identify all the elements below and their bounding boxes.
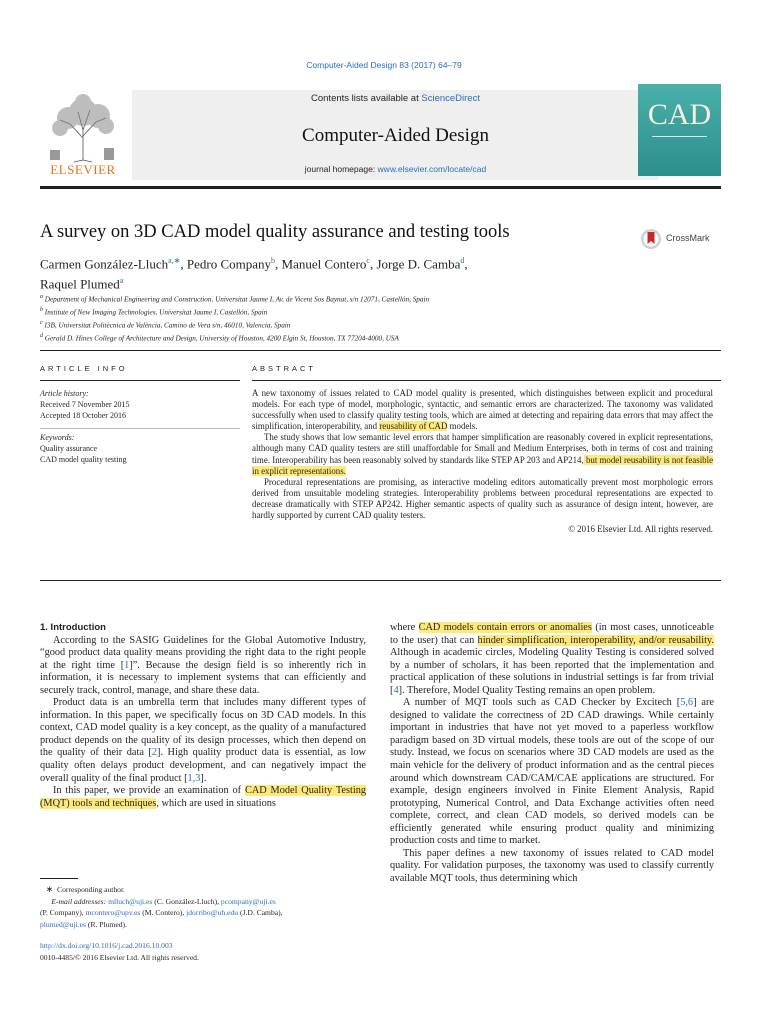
author-affiliation-mark[interactable]: a,∗ [168, 256, 181, 265]
section-divider [40, 350, 721, 351]
journal-title: Computer-Aided Design [302, 125, 489, 146]
author-name[interactable]: Raquel Plumed [40, 276, 120, 292]
body-paragraph: According to the SASIG Guidelines for the Global Automotive Industry, “good product data quality means providing the right data to the right people at the right time [1]”. Because the design field is so inherently rich in information, it is necessary to implement systems that can efficiently and securely track, control, manage, and share these data. [40, 634, 366, 696]
doi-link[interactable]: http://dx.doi.org/10.1016/j.cad.2016.10.003 [40, 941, 173, 950]
email-link[interactable]: jdorribo@uh.edu [186, 908, 239, 917]
article-info-heading: ARTICLE INFO [40, 364, 128, 373]
abstract-rule [252, 380, 721, 381]
journal-masthead [40, 84, 721, 184]
keywords-rule [40, 428, 240, 429]
email-addresses-end: plumed@uji.es (R. Plumed). [40, 919, 127, 929]
reference-link[interactable]: 5,6 [680, 697, 694, 709]
cover-rule [652, 136, 707, 137]
received-date: Received 7 November 2015 [40, 400, 130, 409]
body-paragraph: A number of MQT tools such as CAD Checker by Excitech [5,6] are designed to validate the correctness of 2D CAD drawings. While certainly important in industries that have not yet moved to a paperless workflow paradigm based on 3D virtual models, these tools are out of the scope of our study. Instead, we focus on scenarios where 3D CAD models are used as the main vehicle for the delivery of product information and as the central pieces around which downstream CAD/CAM/CAE applications are structured. For example, design engineers involved in Finite Element Analysis, Rapid prototyping, Numerical Control, and Data Exchange activities often need complete, correct, and clean CAD models, so derived models can be efficiently generated while ensuring product quality and minimizing production costs and time to market. [390, 697, 714, 847]
body-column-left [40, 622, 366, 810]
abstract-paragraph: A new taxonomy of issues related to CAD model quality is presented, which distinguishes between explicit and procedural models. For each type of model, morphologic, syntactic, and semantic errors are characterized. The taxonomy was validated successfully when used to classify quality testing tools, which are aimed at detecting and repairing data errors that may affect the simplification, interoperability, and reusability of CAD models. [252, 388, 713, 432]
affiliation-text: Gerald D. Hines College of Architecture and Design, University of Houston, 4200 Elgin St, Houston, TX 77204-4000, USA [44, 334, 399, 343]
corresponding-author-note: ∗ Corresponding author. [45, 884, 125, 894]
article-title: A survey on 3D CAD model quality assurance and testing tools [40, 222, 510, 242]
reference-link[interactable]: 2 [151, 747, 158, 759]
keywords-block [40, 432, 240, 465]
affiliation-mark: a [40, 294, 43, 300]
journal-homepage-link[interactable]: www.elsevier.com/locate/cad [377, 164, 487, 174]
author-name[interactable]: Jorge D. Camba [376, 256, 461, 272]
footnote-rule [40, 878, 78, 879]
email-link[interactable]: plumed@uji.es [40, 919, 87, 929]
author-list: Carmen González-Lluch$^{a,∗}$, Pedro Company$^b$, Manuel Contero$^c$, Jorge D. Camba$^d$, Raquel Plumed$^a$ [40, 256, 468, 292]
affiliation-item [40, 292, 720, 305]
affiliation-item [40, 318, 720, 331]
elsevier-logo [40, 90, 126, 180]
email-addresses-cont: (P. Company), mcontero@upv.es (M. Contero), jdorribo@uh.edu (J.D. Camba), [40, 908, 283, 917]
abstract-text [252, 388, 713, 535]
reference-link[interactable]: 1 [124, 659, 130, 671]
author-name[interactable]: Carmen González-Lluch [40, 256, 169, 272]
issn-copyright: 0010-4485/© 2016 Elsevier Ltd. All rights reserved. [40, 953, 199, 962]
body-paragraph: Product data is an umbrella term that includes many different types of information. In this paper, we specifically focus on 3D CAD models. In this context, CAD model quality is a key concept, as the quality of a manufactured product depends on the quality of its design processes, which then depend on the quality of their data [2]. High quality product data is essential, as low quality often delays product development, and can negatively impact the overall quality of the final product [1,3]. [40, 697, 366, 784]
contents-prefix: Contents lists available at [311, 93, 422, 104]
sciencedirect-link[interactable]: ScienceDirect [421, 93, 480, 104]
abstract-copyright: © 2016 Elsevier Ltd. All rights reserved. [568, 524, 713, 535]
cover-title: CAD [647, 98, 712, 131]
author-affiliation-mark[interactable]: d [460, 256, 465, 265]
publisher-name: ELSEVIER [50, 162, 116, 177]
keywords-label: Keywords: [40, 433, 75, 442]
affiliation-mark: b [40, 306, 43, 313]
affiliation-mark: d [40, 332, 43, 339]
keyword-item: CAD model quality testing [40, 455, 127, 464]
body-column-right [390, 622, 714, 885]
doi-block [40, 940, 199, 964]
accepted-date: Accepted 18 October 2016 [40, 411, 126, 420]
abstract-paragraph: The study shows that low semantic level errors that hamper simplification are reasonably covered in explicit representations, although many CAD quality testers are still unaffordable for Small and Medium Enterprises, both in terms of cost and training time. Interoperability has been reasonably solved by standards like STEP AP 203 and AP214, but model reusability is not feasible in explicit representations. [252, 432, 714, 476]
email-link[interactable]: mlluch@uji.es [108, 896, 153, 906]
reference-link[interactable]: 4 [393, 684, 399, 696]
author-affiliation-mark[interactable]: c [366, 256, 370, 265]
highlight-annotation[interactable]: CAD Model Quality Testing (MQT) tools and techniques [40, 785, 366, 809]
affiliation-list [40, 292, 720, 344]
abstract-paragraph: Procedural representations are promising, as interactive modeling editors automatically prevent most morphologic errors derived from unsuitable modeling strategies. Interoperability problems between procedural representations are expected to decrease dramatically with STEP AP242. Higher semantic aspects of quality such as assurance of design intent, however, are hardly supported by current CAD quality testers. [252, 476, 713, 521]
keyword-item: Quality assurance [40, 444, 98, 453]
affiliation-text: Institute of New Imaging Technologies, Universitat Jaume I, Castellón, Spain [44, 308, 268, 317]
email-link[interactable]: mcontero@upv.es [85, 908, 141, 917]
email-addresses: E-mail addresses: mlluch@uji.es (C. González-Lluch), pcompany@uji.es [51, 896, 276, 906]
author-name[interactable]: Pedro Company [186, 256, 272, 272]
crossmark-badge[interactable] [640, 228, 720, 252]
contents-line [132, 93, 659, 104]
affiliation-item [40, 331, 720, 344]
highlight-annotation[interactable]: but model reusability is not feasible in explicit representations. [252, 454, 714, 476]
footnotes [40, 884, 375, 930]
crossmark-label: CrossMark [666, 233, 710, 243]
author-affiliation-mark[interactable]: b [271, 256, 276, 265]
section-heading: 1. Introduction [40, 622, 106, 633]
affiliation-item [40, 305, 720, 318]
reference-link[interactable]: 1,3 [187, 772, 201, 784]
highlight-annotation[interactable]: reusability of CAD [379, 421, 448, 432]
body-paragraph: This paper defines a new taxonomy of issues related to CAD model quality. For validation purposes, the taxonomy was used to classify currently available MQT tools, thus determining which [390, 847, 714, 884]
header-rule [40, 186, 721, 189]
affiliation-text: I3B, Universitat Politècnica de València, Camino de Vera s/n, 46010, Valencia, Spain [44, 321, 291, 330]
journal-banner [132, 90, 659, 180]
article-history [40, 388, 240, 421]
journal-cover-thumbnail [638, 84, 721, 176]
body-paragraph: where CAD models contain errors or anomalies (in most cases, unnoticeable to the user) that can hinder simplification, interoperability, and/or reusability. Although in academic circles, Modeling Quality Testing is considered solved by a number of scholars, it has been reported that the implementation and practical application of these solutions in industrial settings is far from trivial [4]. Therefore, Model Quality Testing remains an open problem. [390, 622, 714, 696]
journal-citation[interactable]: Computer-Aided Design 83 (2017) 64–79 [306, 60, 462, 70]
highlight-annotation[interactable]: CAD models contain errors or anomalies [418, 622, 592, 633]
abstract-heading: ABSTRACT [252, 364, 317, 373]
history-label: Article history: [40, 389, 89, 398]
highlight-annotation[interactable]: hinder simplification, interoperability, and/or reusability. [477, 634, 714, 646]
affiliation-mark: c [40, 319, 43, 326]
author-name[interactable]: Manuel Contero [281, 256, 367, 272]
author-affiliation-mark[interactable]: a [119, 276, 124, 286]
affiliation-text: Department of Mechanical Engineering and Construction, Universitat Jaume I, Av. de Vicent Sos Baynat, s/n 12071, Castellón, Spain [44, 295, 430, 304]
body-paragraph: In this paper, we provide an examination of CAD Model Quality Testing (MQT) tools and techniques, which are used in situations [40, 785, 366, 809]
abstract-bottom-rule [40, 580, 721, 581]
email-link[interactable]: pcompany@uji.es [220, 896, 276, 906]
homepage-line [132, 164, 659, 174]
article-info-rule [40, 380, 240, 381]
crossmark-icon [640, 228, 662, 250]
homepage-prefix: journal homepage: [304, 164, 378, 174]
